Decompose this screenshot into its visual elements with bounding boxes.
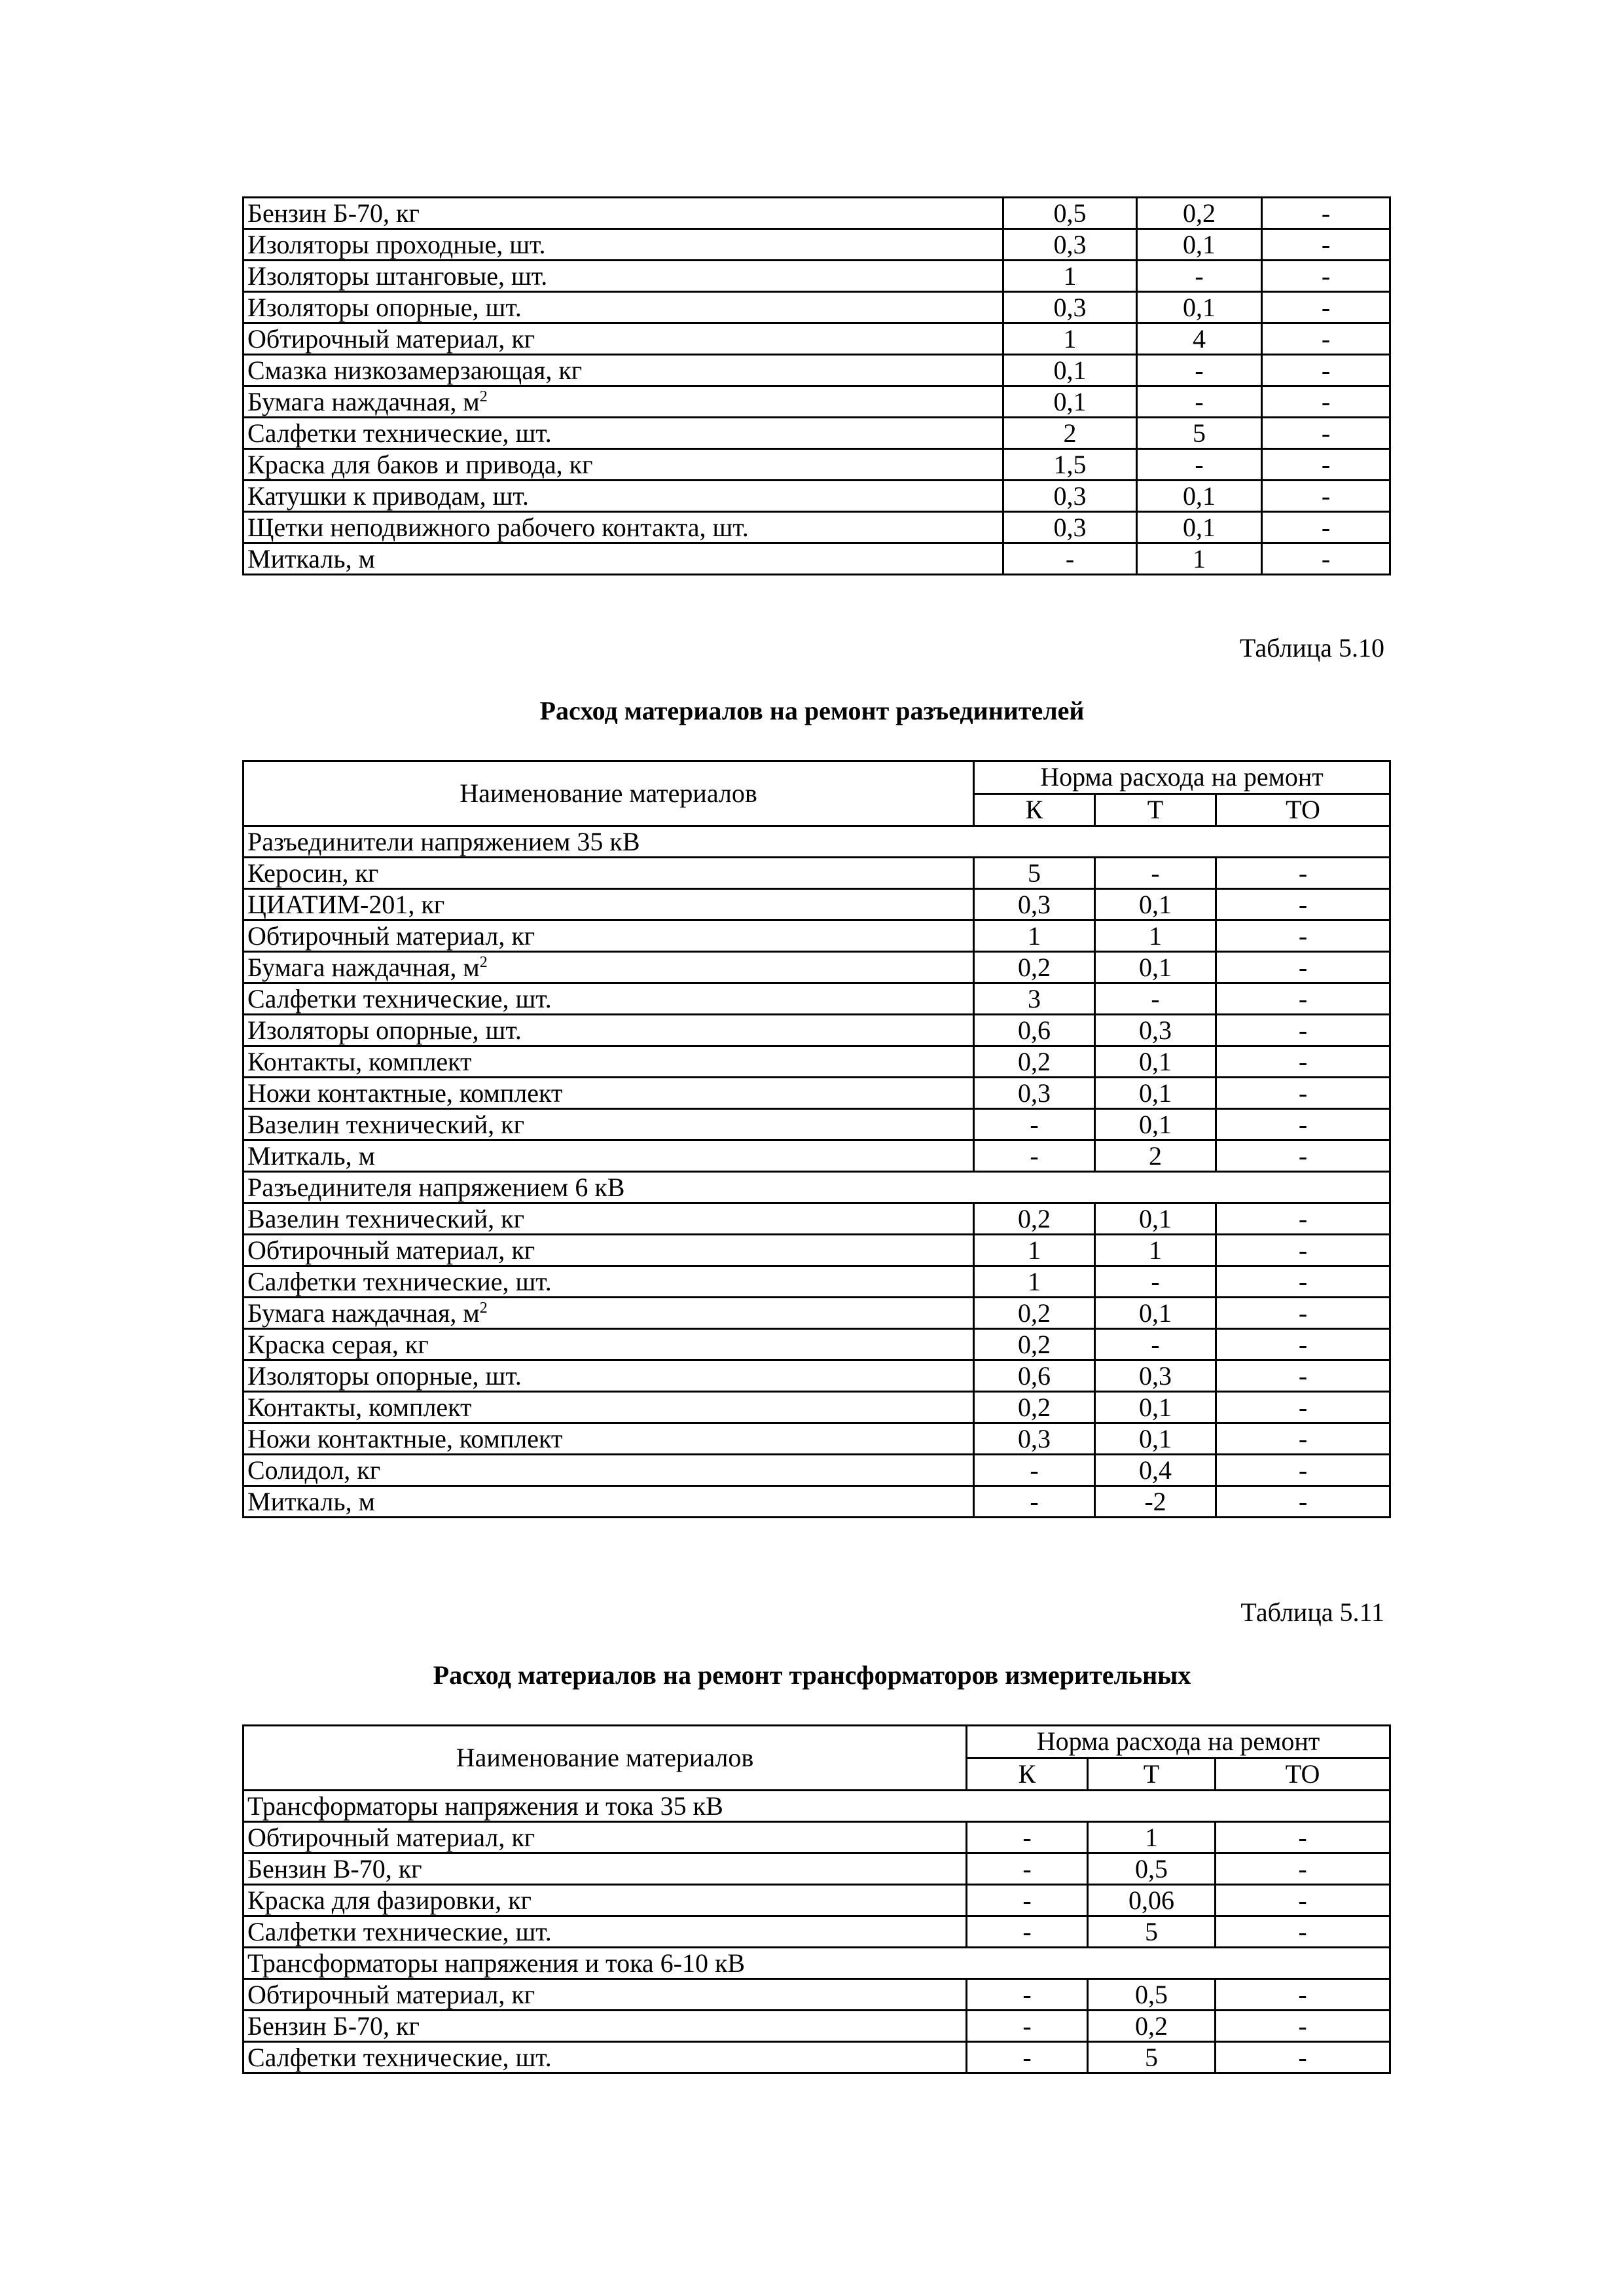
material-name: Изоляторы опорные, шт. [247, 1360, 522, 1391]
table-row [244, 983, 1390, 1015]
material-name-cell [244, 1822, 967, 1853]
material-name: Краска для баков и привода, кг [247, 449, 593, 479]
disconnectors-materials-table [242, 760, 1391, 1518]
material-name: Салфетки технические, шт. [247, 983, 552, 1013]
unit-exponent: 2 [479, 1299, 488, 1317]
value-t-cell: 0,1 [1095, 952, 1216, 983]
value-t-cell: - [1095, 983, 1216, 1015]
value-t-cell: 0,1 [1095, 1392, 1216, 1423]
value-t-cell: 1 [1095, 1235, 1216, 1266]
value-k-cell: 0,3 [974, 1078, 1095, 1109]
table-row [244, 1329, 1390, 1360]
value-k-cell: - [967, 1916, 1088, 1948]
value-k-cell: 0,1 [1003, 355, 1137, 386]
table-row [244, 1853, 1390, 1885]
material-name: Салфетки технические, шт. [247, 2042, 552, 2072]
table-row [244, 512, 1390, 543]
material-name-cell [244, 1423, 974, 1455]
material-name-cell [244, 983, 974, 1015]
table-row [244, 858, 1390, 889]
value-k-cell: 0,2 [974, 952, 1095, 983]
material-name: Катушки к приводам, шт. [247, 481, 529, 511]
material-name: Салфетки технические, шт. [247, 1916, 552, 1946]
value-to-cell: - [1216, 889, 1390, 920]
header-material-name: Наименование материалов [244, 761, 974, 826]
material-name: Обтирочный материал, кг [247, 1822, 535, 1852]
material-name-cell [244, 1360, 974, 1392]
value-t-cell: 5 [1088, 2042, 1216, 2073]
value-k-cell: 0,2 [974, 1046, 1095, 1078]
value-t-cell: - [1095, 858, 1216, 889]
material-name-cell [244, 198, 1003, 229]
material-name-cell [244, 1298, 974, 1329]
material-name: Ножи контактные, комплект [247, 1423, 563, 1453]
material-name-cell [244, 543, 1003, 575]
value-t-cell: 0,5 [1088, 1979, 1216, 2011]
header-to: ТО [1216, 793, 1390, 826]
value-k-cell: 0,3 [974, 889, 1095, 920]
value-k-cell: - [967, 1885, 1088, 1916]
material-name: Вазелин технический, кг [247, 1109, 524, 1139]
material-name-cell [244, 1015, 974, 1046]
value-t-cell: 0,1 [1137, 229, 1262, 261]
value-k-cell: 0,3 [1003, 512, 1137, 543]
value-to-cell: - [1216, 1392, 1390, 1423]
value-k-cell: 1,5 [1003, 449, 1137, 481]
table-row [244, 1078, 1390, 1109]
table-row [244, 1455, 1390, 1486]
value-t-cell: 1 [1095, 920, 1216, 952]
material-name: Контакты, комплект [247, 1046, 472, 1076]
material-name: Изоляторы проходные, шт. [247, 229, 546, 259]
value-to-cell: - [1262, 198, 1390, 229]
value-t-cell: 4 [1137, 323, 1262, 355]
material-name-cell [244, 1853, 967, 1885]
value-t-cell: 0,1 [1137, 512, 1262, 543]
value-to-cell: - [1216, 1329, 1390, 1360]
table-row [244, 418, 1390, 449]
value-k-cell: - [967, 2042, 1088, 2073]
material-name: Ножи контактные, комплект [247, 1078, 563, 1108]
value-t-cell: 0,1 [1095, 1078, 1216, 1109]
value-to-cell: - [1216, 983, 1390, 1015]
unit-exponent: 2 [479, 953, 488, 971]
value-t-cell: 0,2 [1137, 198, 1262, 229]
material-name: Контакты, комплект [247, 1392, 472, 1422]
table-row [244, 1298, 1390, 1329]
table-row [244, 229, 1390, 261]
material-name-cell [244, 1455, 974, 1486]
value-t-cell: 0,1 [1137, 481, 1262, 512]
material-name: Миткаль, м [247, 1140, 375, 1171]
value-t-cell: - [1137, 386, 1262, 418]
header-k: К [974, 793, 1095, 826]
table-caption-5-10: Таблица 5.10 [1239, 633, 1384, 663]
material-name-cell [244, 1078, 974, 1109]
material-name-cell [244, 1235, 974, 1266]
table-row [244, 1486, 1390, 1518]
material-name: Солидол, кг [247, 1455, 381, 1485]
table-row [244, 1916, 1390, 1948]
material-name-cell [244, 1203, 974, 1235]
material-name-cell [244, 355, 1003, 386]
value-to-cell: - [1216, 1235, 1390, 1266]
section-row [244, 1791, 1390, 1822]
value-t-cell: 0,3 [1095, 1015, 1216, 1046]
value-k-cell: 0,2 [974, 1203, 1095, 1235]
table-row [244, 1109, 1390, 1140]
material-name-cell [244, 889, 974, 920]
value-t-cell: 1 [1137, 543, 1262, 575]
section-label: Трансформаторы напряжения и тока 35 кВ [244, 1791, 1390, 1822]
value-k-cell: 0,1 [1003, 386, 1137, 418]
material-name: Керосин, кг [247, 858, 379, 888]
material-name-cell [244, 1885, 967, 1916]
value-k-cell: 2 [1003, 418, 1137, 449]
value-to-cell: - [1216, 1423, 1390, 1455]
value-to-cell: - [1216, 1015, 1390, 1046]
value-to-cell: - [1216, 1109, 1390, 1140]
material-name-cell [244, 858, 974, 889]
value-k-cell: 1 [974, 920, 1095, 952]
value-to-cell: - [1262, 481, 1390, 512]
value-k-cell: 0,2 [974, 1392, 1095, 1423]
material-name-cell [244, 229, 1003, 261]
header-t: Т [1095, 793, 1216, 826]
value-t-cell: - [1137, 449, 1262, 481]
value-k-cell: 5 [974, 858, 1095, 889]
value-t-cell: 0,1 [1095, 1423, 1216, 1455]
material-name-cell [244, 1266, 974, 1298]
table-row [244, 1392, 1390, 1423]
table-row [244, 355, 1390, 386]
material-name: Бумага наждачная, м [247, 1298, 480, 1328]
value-to-cell: - [1262, 292, 1390, 323]
material-name: Краска серая, кг [247, 1329, 429, 1359]
table-row [244, 1203, 1390, 1235]
table-body [244, 198, 1390, 575]
value-to-cell: - [1262, 449, 1390, 481]
value-to-cell: - [1216, 952, 1390, 983]
value-t-cell: 0,06 [1088, 1885, 1216, 1916]
header-to: ТО [1216, 1758, 1390, 1791]
table-row [244, 261, 1390, 292]
section-label: Трансформаторы напряжения и тока 6-10 кВ [244, 1948, 1390, 1979]
value-to-cell: - [1216, 1360, 1390, 1392]
value-t-cell: - [1095, 1329, 1216, 1360]
material-name: Салфетки технические, шт. [247, 1266, 552, 1296]
materials-table-continued [242, 196, 1391, 575]
value-to-cell: - [1262, 229, 1390, 261]
value-k-cell: 1 [1003, 261, 1137, 292]
table-row [244, 1266, 1390, 1298]
material-name-cell [244, 418, 1003, 449]
table-row [244, 1979, 1390, 2011]
value-t-cell: 0,4 [1095, 1455, 1216, 1486]
value-t-cell: 0,1 [1095, 1298, 1216, 1329]
table-row [244, 1140, 1390, 1172]
value-to-cell: - [1216, 1046, 1390, 1078]
material-name: Щетки неподвижного рабочего контакта, шт. [247, 512, 749, 542]
material-name-cell [244, 1916, 967, 1948]
table-row [244, 481, 1390, 512]
material-name-cell [244, 261, 1003, 292]
table-row [244, 1015, 1390, 1046]
table-row [244, 889, 1390, 920]
material-name-cell [244, 1392, 974, 1423]
material-name: Обтирочный материал, кг [247, 323, 535, 354]
value-k-cell: 1 [974, 1235, 1095, 1266]
value-to-cell: - [1216, 2042, 1390, 2073]
material-name-cell [244, 2011, 967, 2042]
material-name-cell [244, 1486, 974, 1518]
material-name-cell [244, 386, 1003, 418]
value-k-cell: - [1003, 543, 1137, 575]
value-to-cell: - [1216, 1078, 1390, 1109]
value-to-cell: - [1262, 543, 1390, 575]
header-norm: Норма расхода на ремонт [967, 1726, 1390, 1758]
value-k-cell: - [967, 1979, 1088, 2011]
value-k-cell: - [967, 1853, 1088, 1885]
material-name: Бензин Б-70, кг [247, 198, 420, 228]
value-t-cell: - [1095, 1266, 1216, 1298]
value-to-cell: - [1216, 1298, 1390, 1329]
value-k-cell: - [967, 2011, 1088, 2042]
value-k-cell: 0,2 [974, 1329, 1095, 1360]
value-k-cell: 3 [974, 983, 1095, 1015]
table-row [244, 292, 1390, 323]
table-row [244, 1885, 1390, 1916]
material-name: Обтирочный материал, кг [247, 1979, 535, 2009]
value-t-cell: 5 [1137, 418, 1262, 449]
table-row [244, 2042, 1390, 2073]
table-row [244, 2011, 1390, 2042]
material-name-cell [244, 952, 974, 983]
material-name: Бензин Б-70, кг [247, 2011, 420, 2041]
value-to-cell: - [1216, 1822, 1390, 1853]
table-body [244, 826, 1390, 1518]
table-row [244, 386, 1390, 418]
value-t-cell: 0,1 [1137, 292, 1262, 323]
value-t-cell: 0,3 [1095, 1360, 1216, 1392]
value-t-cell: 2 [1095, 1140, 1216, 1172]
value-k-cell: 0,3 [1003, 229, 1137, 261]
section-row [244, 1172, 1390, 1203]
material-name-cell [244, 1329, 974, 1360]
value-t-cell: 0,5 [1088, 1853, 1216, 1885]
value-to-cell: - [1262, 261, 1390, 292]
value-t-cell: 0,1 [1095, 1109, 1216, 1140]
material-name-cell [244, 1109, 974, 1140]
header-t: Т [1088, 1758, 1216, 1791]
value-k-cell: - [974, 1486, 1095, 1518]
value-t-cell: 5 [1088, 1916, 1216, 1948]
material-name: Миткаль, м [247, 1486, 375, 1516]
material-name-cell [244, 449, 1003, 481]
table-row [244, 1423, 1390, 1455]
value-t-cell: -2 [1095, 1486, 1216, 1518]
material-name: Бензин В-70, кг [247, 1853, 422, 1884]
value-t-cell: - [1137, 355, 1262, 386]
value-to-cell: - [1262, 418, 1390, 449]
header-norm: Норма расхода на ремонт [974, 761, 1390, 794]
material-name-cell [244, 323, 1003, 355]
value-t-cell: 1 [1088, 1822, 1216, 1853]
value-k-cell: - [974, 1109, 1095, 1140]
value-k-cell: 0,3 [974, 1423, 1095, 1455]
value-to-cell: - [1216, 1486, 1390, 1518]
value-to-cell: - [1262, 323, 1390, 355]
value-to-cell: - [1216, 1979, 1390, 2011]
value-to-cell: - [1216, 1853, 1390, 1885]
table-row [244, 952, 1390, 983]
material-name-cell [244, 481, 1003, 512]
table-row [244, 323, 1390, 355]
table-row [244, 543, 1390, 575]
value-to-cell: - [1216, 858, 1390, 889]
value-k-cell: - [967, 1822, 1088, 1853]
material-name: Бумага наждачная, м [247, 386, 480, 416]
table-caption-5-11: Таблица 5.11 [1240, 1597, 1384, 1627]
material-name: Смазка низкозамерзающая, кг [247, 355, 583, 385]
material-name: Салфетки технические, шт. [247, 418, 552, 448]
material-name: Краска для фазировки, кг [247, 1885, 532, 1915]
material-name: Изоляторы штанговые, шт. [247, 261, 548, 291]
value-k-cell: - [974, 1455, 1095, 1486]
transformers-materials-table [242, 1724, 1391, 2074]
material-name-cell [244, 2042, 967, 2073]
table-title-instrument-transformers: Расход материалов на ремонт трансформаторов измерительных [433, 1660, 1191, 1690]
table-title-disconnectors: Расход материалов на ремонт разъединителей [539, 696, 1085, 725]
value-k-cell: 0,6 [974, 1015, 1095, 1046]
value-to-cell: - [1216, 1140, 1390, 1172]
table-row [244, 1235, 1390, 1266]
material-name-cell [244, 1046, 974, 1078]
unit-exponent: 2 [479, 388, 488, 405]
section-label: Разъединителя напряжением 6 кВ [244, 1172, 1390, 1203]
material-name-cell [244, 292, 1003, 323]
value-to-cell: - [1216, 1203, 1390, 1235]
material-name-cell [244, 1140, 974, 1172]
value-t-cell: - [1137, 261, 1262, 292]
material-name: Обтирочный материал, кг [247, 920, 535, 951]
material-name: Обтирочный материал, кг [247, 1235, 535, 1265]
value-to-cell: - [1216, 2011, 1390, 2042]
material-name: ЦИАТИМ-201, кг [247, 889, 445, 919]
table-row [244, 1046, 1390, 1078]
table-row [244, 198, 1390, 229]
header-material-name: Наименование материалов [244, 1726, 967, 1791]
material-name-cell [244, 1979, 967, 2011]
value-k-cell: 0,2 [974, 1298, 1095, 1329]
table-row [244, 449, 1390, 481]
table-row [244, 1360, 1390, 1392]
value-t-cell: 0,1 [1095, 1203, 1216, 1235]
value-k-cell: 0,3 [1003, 292, 1137, 323]
material-name: Бумага наждачная, м [247, 952, 480, 982]
header-k: К [967, 1758, 1088, 1791]
section-row [244, 826, 1390, 858]
table-body [244, 1791, 1390, 2073]
value-k-cell: 0,6 [974, 1360, 1095, 1392]
table-row [244, 1822, 1390, 1853]
value-k-cell: 1 [974, 1266, 1095, 1298]
value-k-cell: 0,3 [1003, 481, 1137, 512]
material-name: Миткаль, м [247, 543, 375, 574]
value-t-cell: 0,2 [1088, 2011, 1216, 2042]
value-k-cell: 1 [1003, 323, 1137, 355]
value-k-cell: - [974, 1140, 1095, 1172]
section-label: Разъединители напряжением 35 кВ [244, 826, 1390, 858]
section-row [244, 1948, 1390, 1979]
material-name-cell [244, 512, 1003, 543]
value-to-cell: - [1262, 512, 1390, 543]
material-name-cell [244, 920, 974, 952]
material-name: Вазелин технический, кг [247, 1203, 524, 1233]
value-to-cell: - [1216, 1455, 1390, 1486]
value-to-cell: - [1262, 386, 1390, 418]
table-row [244, 920, 1390, 952]
value-k-cell: 0,5 [1003, 198, 1137, 229]
value-to-cell: - [1216, 920, 1390, 952]
value-to-cell: - [1216, 1266, 1390, 1298]
material-name: Изоляторы опорные, шт. [247, 1015, 522, 1045]
value-t-cell: 0,1 [1095, 889, 1216, 920]
value-to-cell: - [1216, 1885, 1390, 1916]
value-to-cell: - [1216, 1916, 1390, 1948]
value-t-cell: 0,1 [1095, 1046, 1216, 1078]
value-to-cell: - [1262, 355, 1390, 386]
material-name: Изоляторы опорные, шт. [247, 292, 522, 322]
